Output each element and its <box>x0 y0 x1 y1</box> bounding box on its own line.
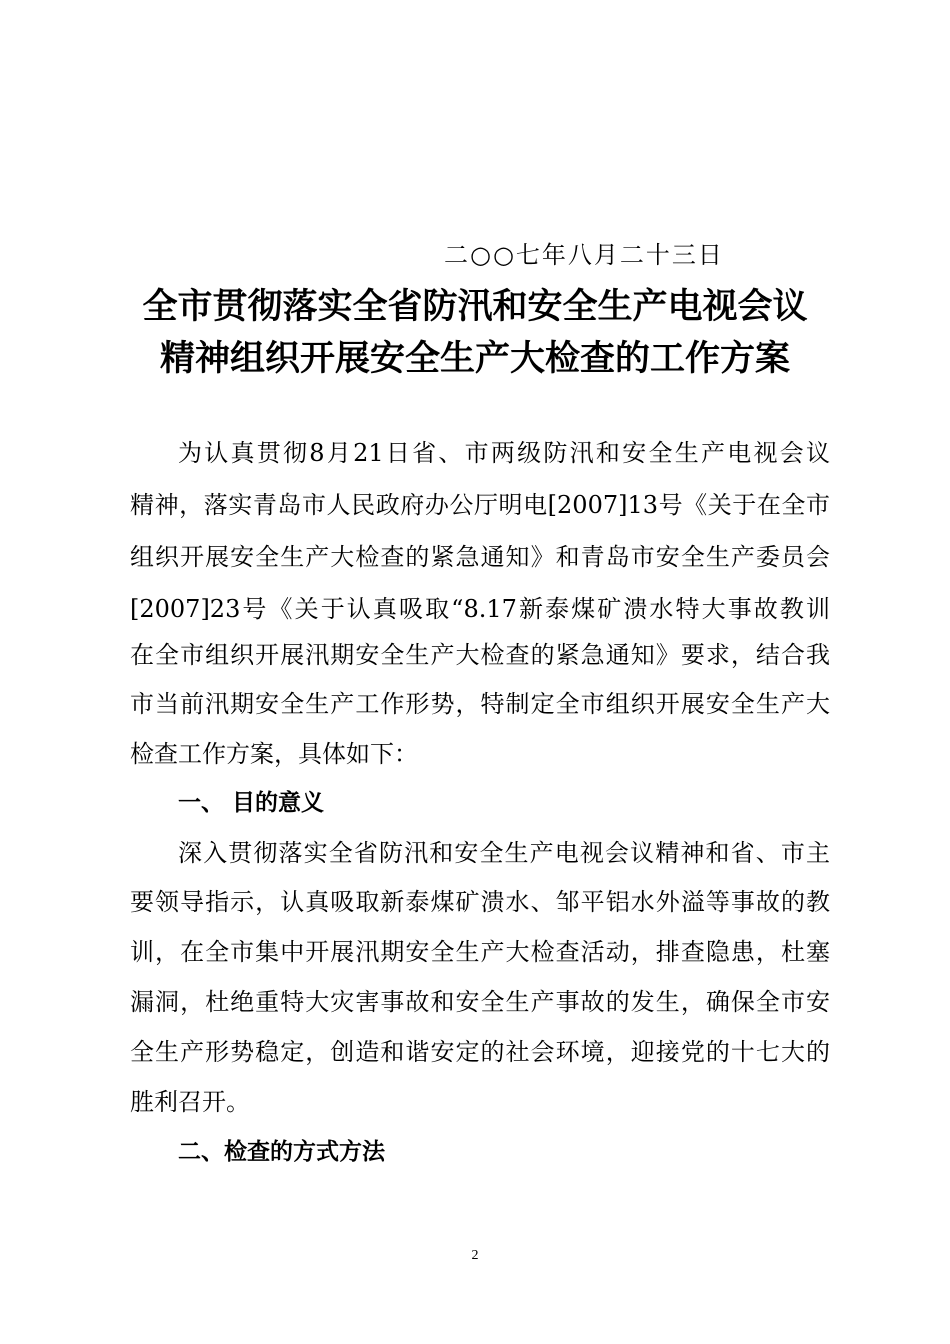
document-title-line-1: 全市贯彻落实全省防汛和安全生产电视会议 <box>142 287 808 327</box>
paragraph-line: 组织开展安全生产大检查的紧急通知》和青岛市安全生产委员会 <box>130 543 830 571</box>
paragraph-line: 精神，落实青岛市人民政府办公厅明电[2007]13号《关于在全市 <box>130 491 830 519</box>
paragraph-line: 在全市组织开展汛期安全生产大检查的紧急通知》要求，结合我 <box>130 641 830 669</box>
paragraph-line: 深入贯彻落实全省防汛和安全生产电视会议精神和省、市主 <box>178 839 830 867</box>
paragraph-line: 市当前汛期安全生产工作形势，特制定全市组织开展安全生产大 <box>130 690 830 718</box>
section-heading-methods: 二、检查的方式方法 <box>178 1139 385 1165</box>
paragraph-line: 胜利召开。 <box>130 1088 250 1116</box>
paragraph-line: 为认真贯彻8月21日省、市两级防汛和安全生产电视会议 <box>178 439 830 467</box>
paragraph-line: 全生产形势稳定，创造和谐安定的社会环境，迎接党的十七大的 <box>130 1038 830 1066</box>
paragraph-line: 漏洞，杜绝重特大灾害事故和安全生产事故的发生，确保全市安 <box>130 988 830 1016</box>
document-date: 二○○七年八月二十三日 <box>444 241 724 269</box>
paragraph-line: 检查工作方案，具体如下： <box>130 740 418 768</box>
section-heading-purpose: 一、 目的意义 <box>178 790 325 816</box>
paragraph-line: 训，在全市集中开展汛期安全生产大检查活动，排查隐患，杜塞 <box>130 938 830 966</box>
paragraph-line: 要领导指示，认真吸取新泰煤矿溃水、邹平铝水外溢等事故的教 <box>130 888 830 916</box>
page-number: 2 <box>471 1248 479 1263</box>
document-title-line-2: 精神组织开展安全生产大检查的工作方案 <box>159 339 790 379</box>
paragraph-line: [2007]23号《关于认真吸取“8.17新泰煤矿溃水特大事故教训 <box>130 595 830 623</box>
